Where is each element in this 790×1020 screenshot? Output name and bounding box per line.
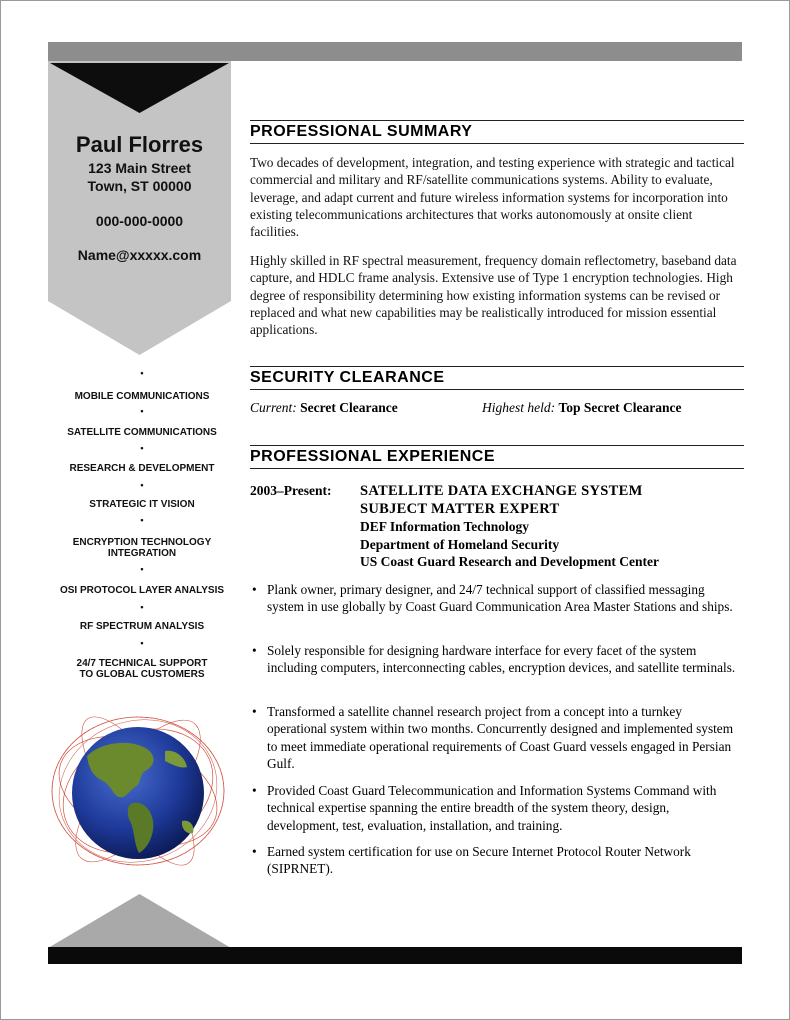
- skill-item: MOBILE COMMUNICATIONS: [74, 391, 210, 402]
- candidate-name: Paul Florres: [75, 132, 204, 157]
- bottom-bar: [48, 947, 742, 964]
- skill-item: STRATEGIC IT VISION: [89, 499, 195, 510]
- section-heading-summary: PROFESSIONAL SUMMARY: [250, 120, 744, 144]
- client-agency: Department of Homeland Security: [360, 536, 560, 552]
- current-clearance: [250, 400, 398, 415]
- bottom-triangle: [48, 894, 231, 948]
- skill-item: RESEARCH & DEVELOPMENT: [69, 463, 215, 474]
- top-bar: [48, 42, 742, 61]
- highest-clearance: [482, 400, 681, 416]
- highest-clearance-label: Highest held:: [482, 400, 556, 415]
- skill-item-continued: TO GLOBAL CUSTOMERS: [79, 669, 205, 680]
- job-title-line-1: SATELLITE DATA EXCHANGE SYSTEM: [360, 483, 643, 499]
- skill-separator: •: [140, 564, 144, 574]
- bullet-marker: •: [252, 643, 257, 658]
- skill-separator: •: [140, 480, 144, 490]
- bullet-text: Earned system certification for use on Secure Internet Protocol Router Network (SIPRNET).: [267, 844, 691, 877]
- job-dates: 2003–Present:: [250, 483, 332, 498]
- skill-separator: •: [140, 602, 144, 612]
- bullet-marker: •: [252, 783, 257, 798]
- section-heading-clearance: SECURITY CLEARANCE: [250, 366, 744, 390]
- clearance-row: [250, 400, 744, 416]
- bullet-marker: •: [252, 844, 257, 859]
- bullet-marker: •: [252, 704, 257, 719]
- bullet-text: Plank owner, primary designer, and 24/7 technical support of classified messaging system in use globally by Coast Guard Communication Area Master Stations and ships.: [267, 582, 733, 615]
- skill-item: ENCRYPTION TECHNOLOGY: [72, 537, 212, 548]
- job-details: [360, 483, 659, 571]
- skill-separator: •: [140, 443, 144, 453]
- section-heading-experience: PROFESSIONAL EXPERIENCE: [250, 445, 744, 469]
- current-clearance-label: Current:: [250, 400, 297, 415]
- skill-item: RF SPECTRUM ANALYSIS: [79, 621, 205, 632]
- contact-block: [48, 131, 231, 264]
- employer: DEF Information Technology: [360, 519, 530, 534]
- summary-paragraph-2: Highly skilled in RF spectral measurement, frequency domain reflectometry, baseband data capture, and HDLC frame analysis. Extensive use of Type 1 encryption technologies. High degree of responsibility determining how existing information systems can be revised or replaced and what new capabilities may be realistically introduced for mission essential applications.: [250, 253, 737, 338]
- summary-paragraph-1: Two decades of development, integration, and testing experience with strategic and tactical commercial and military and RF/satellite communications systems. Ability to evaluate, leverage, and adapt current and future wireless information systems for incorporation into existing telecommunications architectures that works autonomously at onsite client facilities.: [250, 155, 735, 240]
- skill-separator: •: [140, 406, 144, 416]
- skill-item-continued: INTEGRATION: [107, 548, 177, 559]
- skill-item: SATELLITE COMMUNICATIONS: [67, 427, 217, 438]
- phone-number: 000-000-0000: [95, 213, 184, 229]
- highest-clearance-value: Top Secret Clearance: [558, 400, 682, 415]
- skill-item: OSI PROTOCOL LAYER ANALYSIS: [59, 585, 225, 596]
- email-address: Name@xxxxx.com: [77, 247, 202, 263]
- skill-separator: •: [140, 638, 144, 648]
- bullet-text: Transformed a satellite channel research project from a concept into a turnkey operational system within two months. Concurrently designed and implemented system to meet immediate operational requirements of Coast Guard vessels engaged in Persian Gulf.: [267, 704, 734, 771]
- current-clearance-value: Secret Clearance: [300, 400, 398, 415]
- bullet-text: Provided Coast Guard Telecommunication and Information Systems Command with technical expertise spanning the entire breadth of the system theory, design, development, test, evaluation, installation, and training.: [267, 783, 717, 833]
- skill-item: 24/7 TECHNICAL SUPPORT: [76, 658, 208, 669]
- client-center: US Coast Guard Research and Development Center: [360, 554, 659, 569]
- job-title-line-2: SUBJECT MATTER EXPERT: [360, 500, 560, 517]
- globe-icon: [47, 711, 229, 871]
- skill-separator: •: [140, 368, 144, 378]
- bullet-marker: •: [252, 582, 257, 597]
- street-address: 123 Main Street: [88, 160, 191, 176]
- skill-separator: •: [140, 515, 144, 525]
- bullet-text: Solely responsible for designing hardware interface for every facet of the system including computers, interconnecting cables, encryption devices, and satellite terminals.: [267, 643, 736, 676]
- city-state-zip: Town, ST 00000: [87, 178, 192, 194]
